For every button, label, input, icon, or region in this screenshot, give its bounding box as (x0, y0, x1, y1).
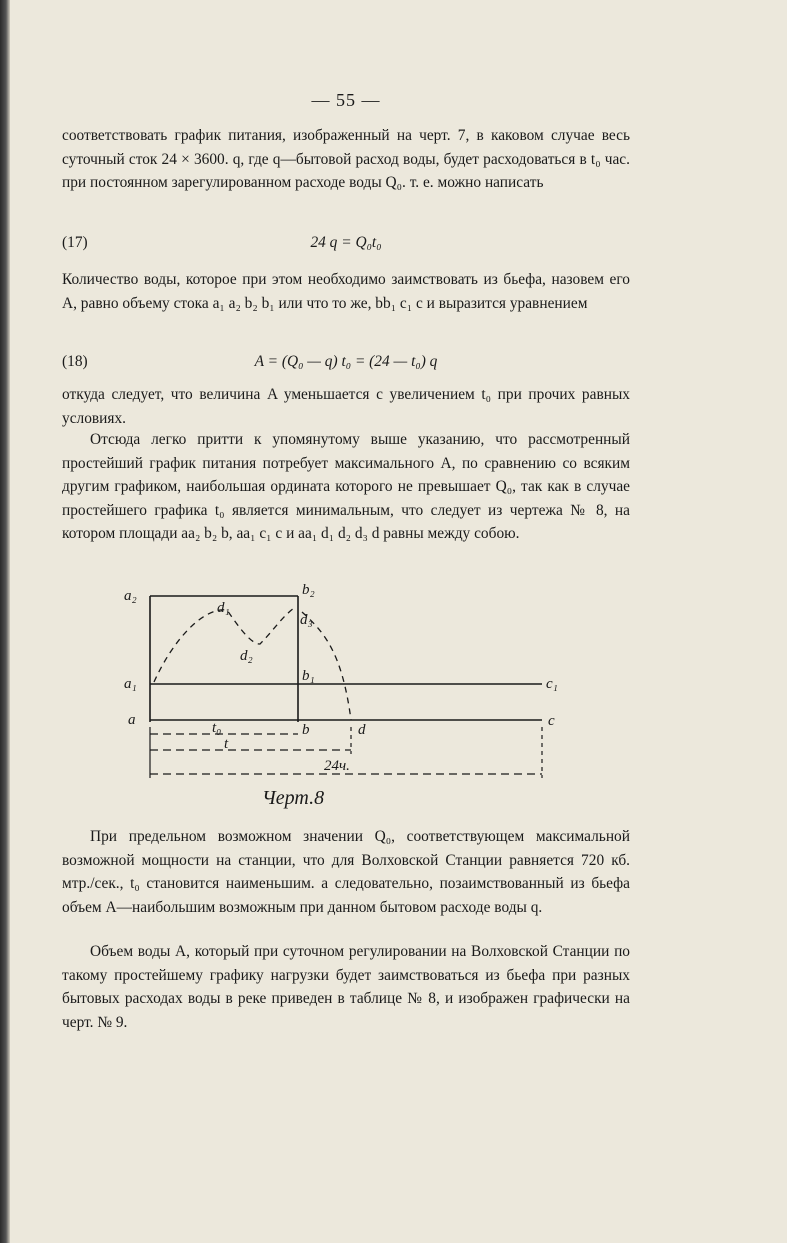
load-curve-d3-dashed (302, 612, 351, 720)
label-c1: c₁ (546, 676, 558, 692)
label-d1: d₁ (217, 600, 230, 616)
label-24h: 24ч. (324, 758, 350, 774)
load-curve-d-dashed (154, 608, 294, 682)
figure-caption: Черт.8 (262, 787, 325, 809)
paragraph-6-text: Объем воды A, который при суточном регулировании на Волховской Станции по такому простейшему графику нагрузки будет заимствоваться из бьефа при разных бытовых расходах воды в реке приведен в таблице № 8, и изображен графически на черт. № 9. (62, 943, 630, 1031)
page-number: — 55 — (311, 90, 381, 110)
figure-8-diagram (62, 582, 582, 817)
paragraph-4 (62, 428, 630, 546)
paragraph-6 (62, 940, 630, 1034)
paragraph-5 (62, 825, 630, 919)
paragraph-5-text: При предельном возможном значении Q₀, соответствующем максимальной возможной мощности на станции, что для Волховской Станции равняется 720 кб. мтр./сек., t₀ становится наименьшим. а следовательно, позаимствованный из бьефа объем A—наибольшим возможным при данном бытовом расходе воды q. (62, 828, 630, 916)
label-d3: d₃ (300, 612, 313, 628)
equation-17-expression: 24 q = Q₀t₀ (310, 234, 382, 251)
paragraph-3-text: откуда следует, что величина A уменьшается с увеличением t₀ при прочих равных условиях. (62, 386, 630, 427)
label-a: a (128, 712, 136, 728)
label-c: c (548, 713, 555, 729)
label-t: t (224, 736, 229, 752)
equation-17 (62, 234, 630, 258)
paragraph-4-text: Отсюда легко притти к упомянутому выше указанию, что рассмотренный простейший график питания потребует максимального A, по сравнению со всяким другим графиком, наибольшая ордината которого не превышает Q₀, так как в случае простейшего графика t₀ является минимальным, что следует из чертежа № 8, на котором площади aa₂ b₂ b, aa₁ c₁ c и aa₁ d₁ d₂ d₃ d равны между собою. (62, 431, 630, 543)
equation-18 (62, 353, 630, 377)
paragraph-2 (62, 268, 630, 315)
paragraph-1 (62, 124, 630, 195)
label-a1: a₁ (124, 676, 137, 692)
book-binding-edge (0, 0, 10, 1243)
equation-17-number: (17) (62, 234, 88, 251)
label-b: b (302, 722, 310, 738)
equation-18-number: (18) (62, 353, 88, 370)
paragraph-1-text: соответствовать график питания, изображенный на черт. 7, в каковом случае весь суточный сток 24 × 3600. q, где q—бытовой расход воды, будет расходоваться в t₀ час. при постоянном зарегулированном расходе воды Q₀. т. е. можно написать (62, 127, 630, 192)
label-t0: t₀ (212, 720, 222, 736)
label-b2: b₂ (302, 582, 315, 598)
label-a2: a₂ (124, 588, 137, 604)
label-b1: b₁ (302, 668, 315, 684)
equation-18-expression: A = (Q₀ — q) t₀ = (24 — t₀) q (254, 353, 438, 370)
label-d: d (358, 722, 366, 738)
paragraph-3 (62, 383, 630, 430)
label-d2: d₂ (240, 648, 253, 664)
paragraph-2-text: Количество воды, которое при этом необходимо заимствовать из бьефа, назовем его A, равно объему стока a₁ a₂ b₂ b₁ или что то же, bb₁ c₁ c и выразится уравнением (62, 271, 630, 312)
